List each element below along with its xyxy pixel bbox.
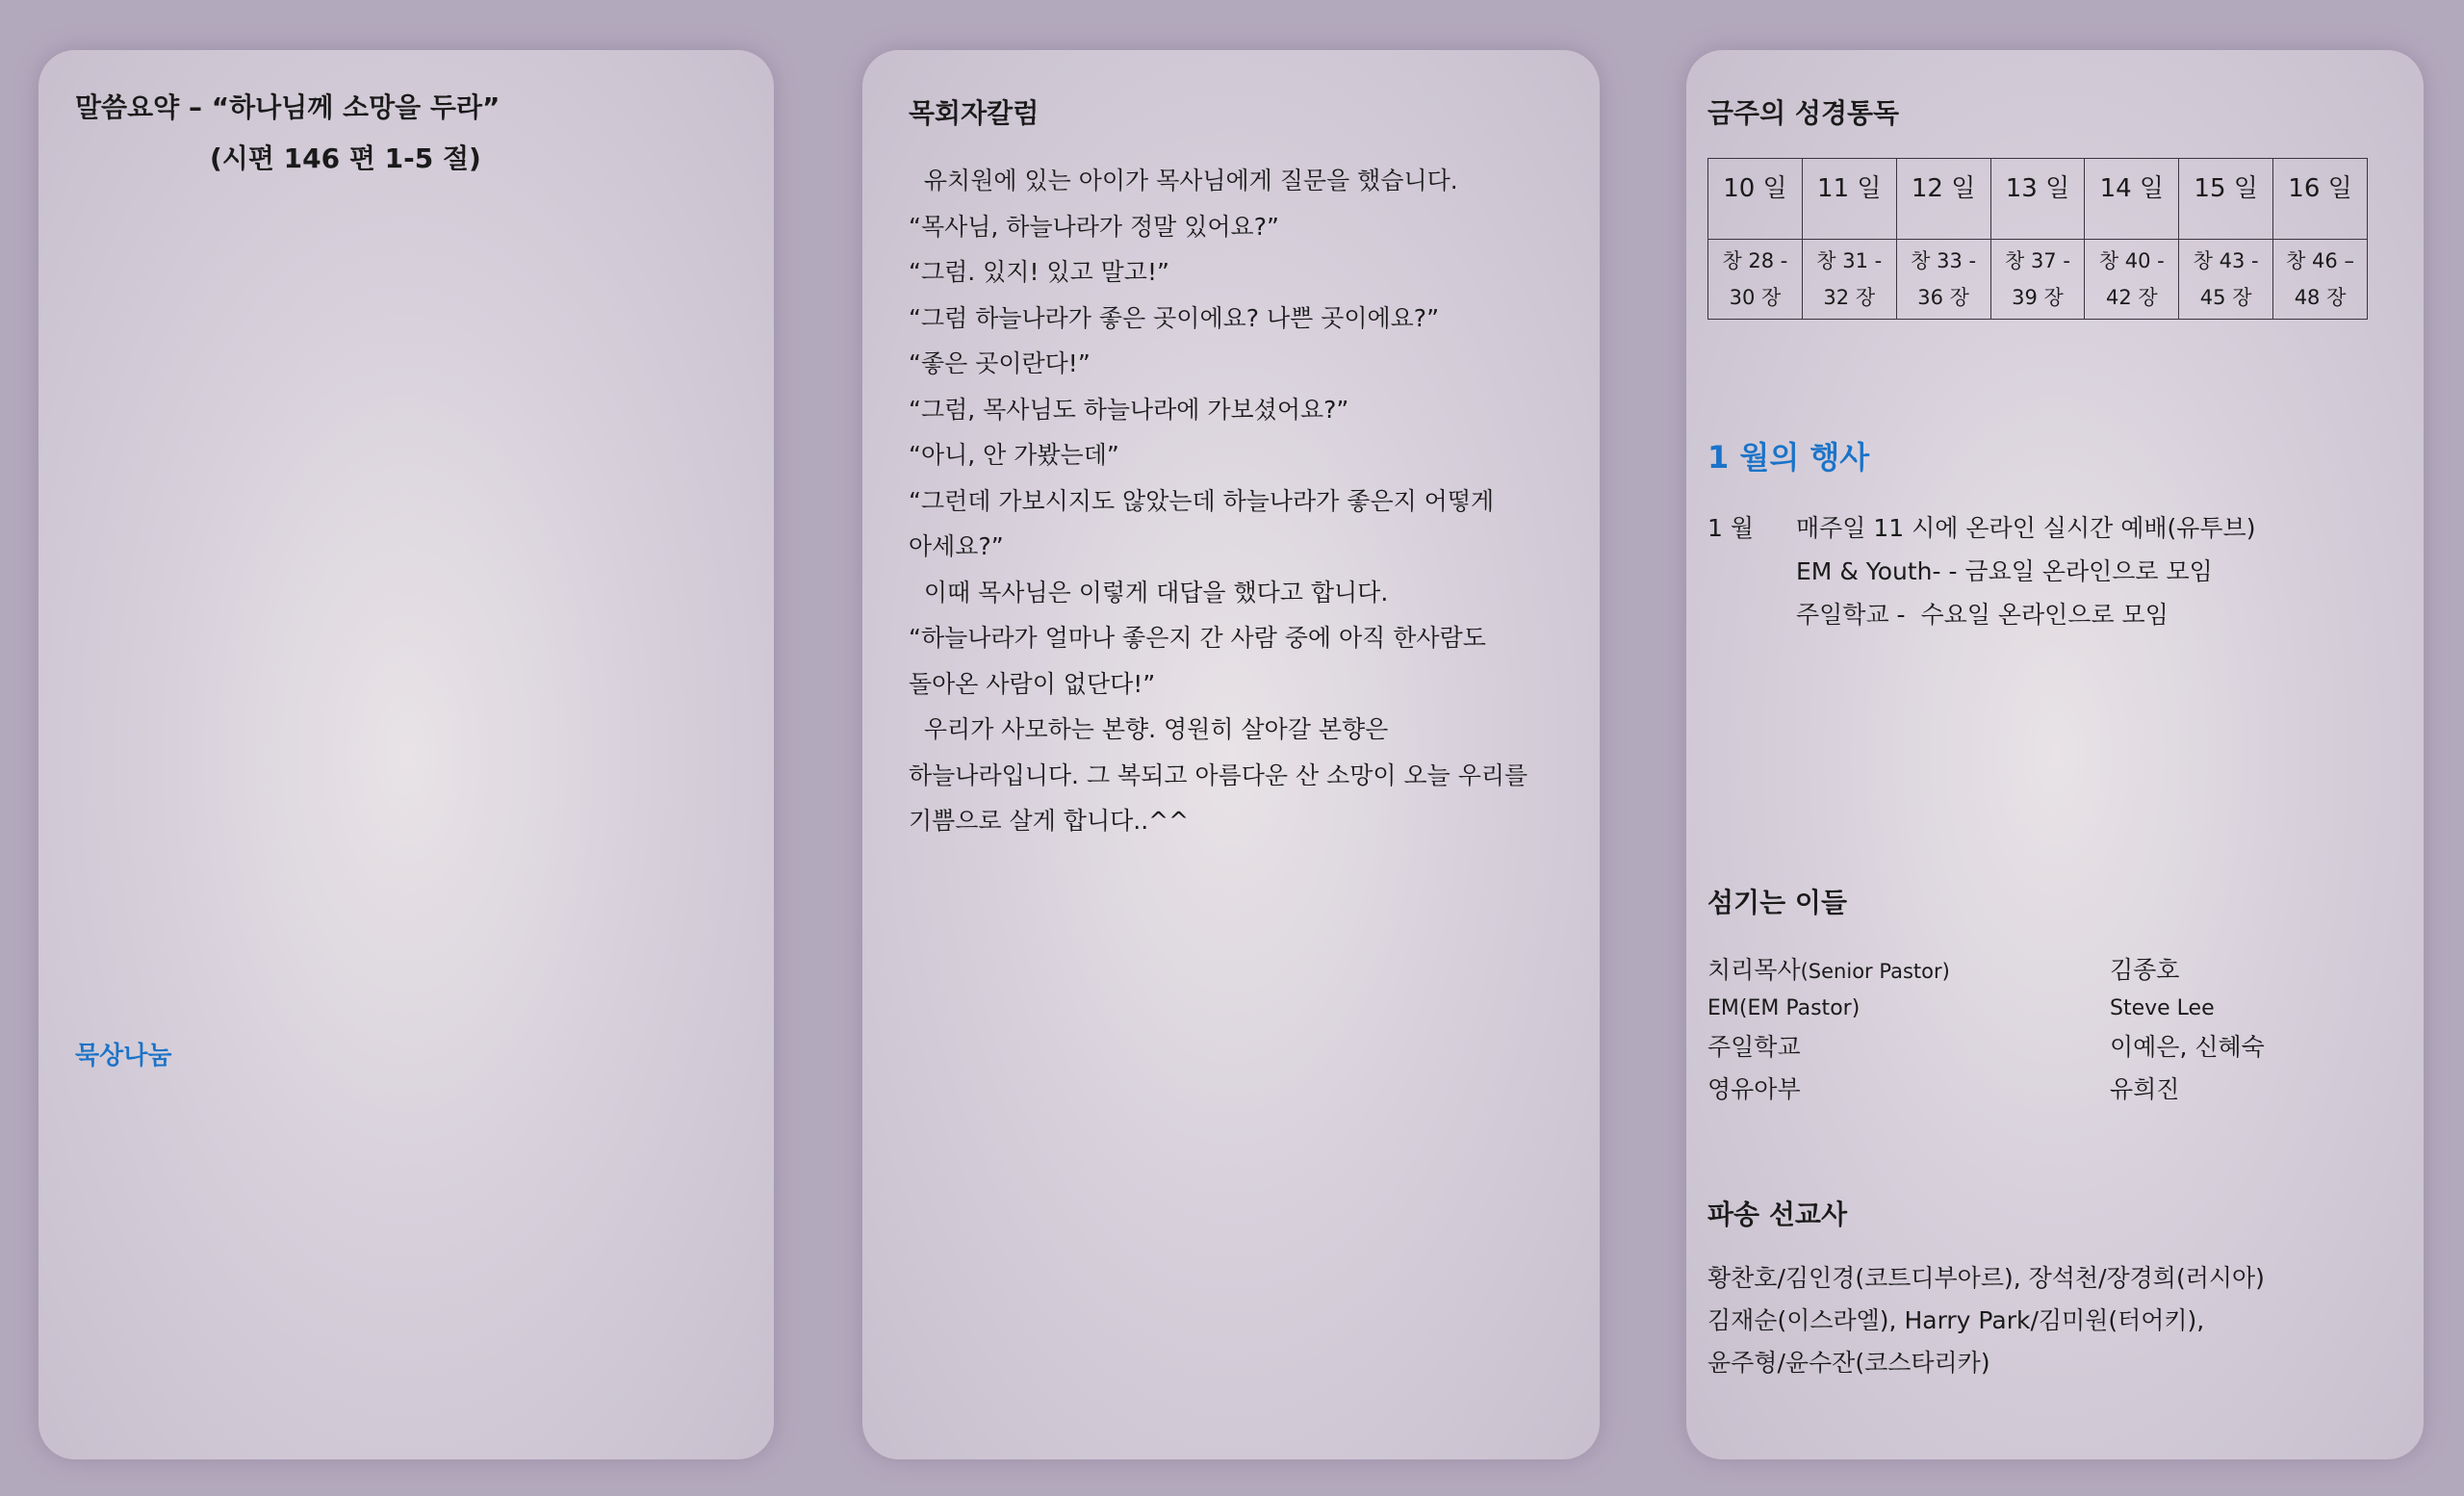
day-cell: 11 일 — [1802, 159, 1896, 240]
bible-reading-title: 금주의 성경통독 — [1707, 97, 1900, 129]
column-line: “목사님, 하늘나라가 정말 있어요?” — [909, 212, 1279, 241]
server-row — [1707, 1026, 2381, 1069]
day-cell: 14 일 — [2085, 159, 2179, 240]
missionary-line: 황찬호/김인경(코트디부아르), 장석천/장경희(러시아) — [1707, 1264, 2265, 1292]
event-item: EM & Youth- - 금요일 온라인으로 모임 — [1796, 557, 2213, 585]
column-line: “그럼, 목사님도 하늘나라에 가보셨어요?” — [909, 395, 1349, 424]
day-cell: 15 일 — [2179, 159, 2273, 240]
server-role: 주일학교 — [1707, 1033, 1801, 1061]
servers-title: 섬기는 이들 — [1707, 887, 1847, 918]
chapter-cell: 창 40 - 42 장 — [2085, 240, 2179, 320]
events-title: 1 월의 행사 — [1707, 439, 1870, 476]
day-cell: 12 일 — [1896, 159, 1990, 240]
sermon-scripture: (시편 146 편 1-5 절) — [210, 142, 481, 174]
server-role: 영유아부 — [1707, 1075, 1801, 1103]
sermon-title: 말씀요약 – “하나님께 소망을 두라” — [75, 91, 500, 123]
meditation-label: 묵상나눔 — [75, 1042, 172, 1070]
days-row — [1708, 159, 2368, 240]
chapter-cell: 창 31 - 32 장 — [1802, 240, 1896, 320]
column-line: “그런데 가보시지도 않았는데 하늘나라가 좋은지 어떻게 — [909, 486, 1495, 515]
day-cell: 13 일 — [1990, 159, 2085, 240]
chapter-cell: 창 46 – 48 장 — [2273, 240, 2368, 320]
event-item: 주일학교 - 수요일 온라인으로 모임 — [1796, 601, 2169, 629]
missionary-line: 윤주형/윤수잔(코스타리카) — [1707, 1349, 1990, 1377]
column-line: “하늘나라가 얼마나 좋은지 간 사람 중에 아직 한사람도 — [909, 624, 1486, 652]
column-line: 하늘나라입니다. 그 복되고 아름다운 산 소망이 오늘 우리를 — [909, 761, 1528, 789]
server-role: 치리목사(Senior Pastor) — [1707, 956, 1950, 984]
server-row — [1707, 992, 2381, 1026]
sermon-panel — [38, 50, 774, 1459]
column-title: 목회자칼럼 — [909, 97, 1040, 129]
bible-reading-table — [1707, 158, 2368, 320]
server-row — [1707, 1069, 2381, 1111]
column-line: 유치원에 있는 아이가 목사님에게 질문을 했습니다. — [909, 167, 1458, 194]
column-line: 기쁨으로 살게 합니다..^^ — [909, 807, 1190, 835]
column-line: “그럼. 있지! 있고 말고!” — [909, 258, 1169, 286]
server-person: Steve Lee — [2110, 996, 2215, 1020]
server-row — [1707, 949, 2381, 992]
day-cell: 10 일 — [1708, 159, 1803, 240]
column-line: 아세요?” — [909, 532, 1004, 560]
column-line: “좋은 곳이란다!” — [909, 349, 1091, 377]
missionary-line: 김재순(이스라엘), Harry Park/김미원(터어키), — [1707, 1306, 2205, 1334]
missionaries-list — [1707, 1257, 2265, 1384]
column-body — [909, 158, 1563, 844]
chapter-cell: 창 37 - 39 장 — [1990, 240, 2085, 320]
chapter-cell: 창 28 - 30 장 — [1708, 240, 1803, 320]
day-cell: 16 일 — [2273, 159, 2368, 240]
chapters-row — [1708, 240, 2368, 320]
column-line: “그럼 하늘나라가 좋은 곳이에요? 나쁜 곳이에요?” — [909, 303, 1440, 332]
column-line: “아니, 안 가봤는데” — [909, 441, 1119, 469]
chapter-cell: 창 43 - 45 장 — [2179, 240, 2273, 320]
chapter-cell: 창 33 - 36 장 — [1896, 240, 1990, 320]
server-person: 김종호 — [2110, 956, 2180, 984]
server-person: 유희진 — [2110, 1075, 2180, 1103]
missionaries-title: 파송 선교사 — [1707, 1199, 1847, 1230]
column-line: 돌아온 사람이 없단다!” — [909, 669, 1156, 698]
events-month: 1 월 — [1707, 514, 1755, 542]
column-line: 이때 목사님은 이렇게 대답을 했다고 합니다. — [909, 578, 1389, 606]
column-line: 우리가 사모하는 본향. 영원히 살아갈 본향은 — [909, 715, 1389, 743]
servers-list — [1707, 949, 2381, 1111]
event-item: 매주일 11 시에 온라인 실시간 예배(유투브) — [1796, 514, 2256, 542]
server-role: EM(EM Pastor) — [1707, 996, 1861, 1020]
server-person: 이예은, 신혜숙 — [2110, 1033, 2265, 1061]
